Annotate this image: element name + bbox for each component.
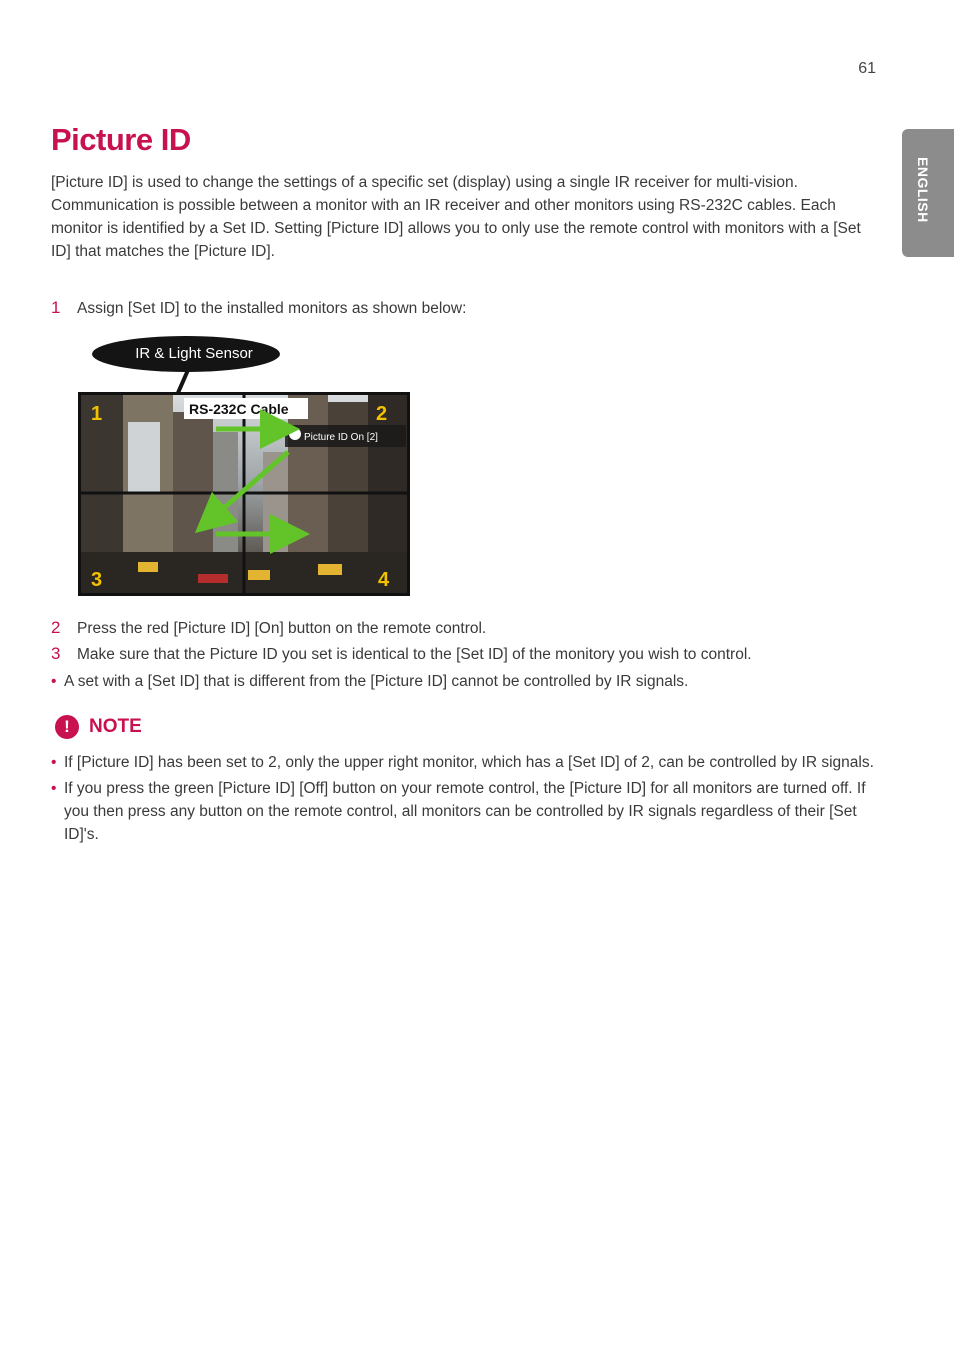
step-number: 3 [51,644,61,663]
monitor-id-3: 3 [91,569,103,591]
video-wall-diagram [78,336,410,596]
language-tab-label: ENGLISH [915,157,931,223]
step-number: 1 [51,298,61,317]
step-number: 2 [51,618,61,637]
bullet-text: A set with a [Set ID] that is different from the [Picture ID] cannot be controlled by IR signals. [64,673,689,690]
monitor-id-1: 1 [91,403,103,425]
step-bullet [51,670,871,693]
sensor-label: IR & Light Sensor [135,345,253,362]
step-text: Assign [Set ID] to the installed monitors as shown below: [77,300,467,317]
bullet-dot: • [51,754,57,771]
step-text: Make sure that the Picture ID you set is identical to the [Set ID] of the monitory you wish to control. [77,646,752,663]
intro-paragraph: [Picture ID] is used to change the settings of a specific set (display) using a single IR receiver for multi-vision. Communication is possible between a monitor with an IR receiver and other monitors using RS-232C cables. Each monitor is identified by a Set ID. Setting [Picture ID] allows you to only use the remote control with monitors with a [Set ID] that matches the [Picture ID]. [51,174,861,260]
cable-label: RS-232C Cable [189,401,289,417]
step-text: Press the red [Picture ID] [On] button on the remote control. [77,620,487,637]
page-title: Picture ID [51,122,191,157]
monitor-id-4: 4 [378,569,390,591]
step-2 [51,618,486,638]
osd-label: Picture ID On [2] [304,432,378,443]
note-text: If [Picture ID] has been set to 2, only the upper right monitor, which has a [Set ID] of 2, can be controlled by IR signals. [64,754,874,771]
step-1 [51,298,466,318]
note-title: NOTE [89,716,142,737]
note-item [51,751,881,774]
video-wall-illustration [78,336,410,596]
note-item [51,777,881,846]
note-text: If you press the green [Picture ID] [Off] button on your remote control, the [Picture ID] for all monitors are turned off. If you then press any button on the remote control, all monitors can be controlled by IR signals regardless of their [Set ID]'s. [64,780,866,843]
step-3 [51,644,752,664]
note-header [55,714,142,740]
osd-info-icon [289,428,301,440]
monitor-id-2: 2 [376,403,388,425]
exclamation-icon: ! [55,715,79,739]
page-number: 61 [858,60,876,77]
bullet-dot: • [51,673,57,690]
bullet-dot: • [51,780,57,797]
language-tab [902,129,954,257]
